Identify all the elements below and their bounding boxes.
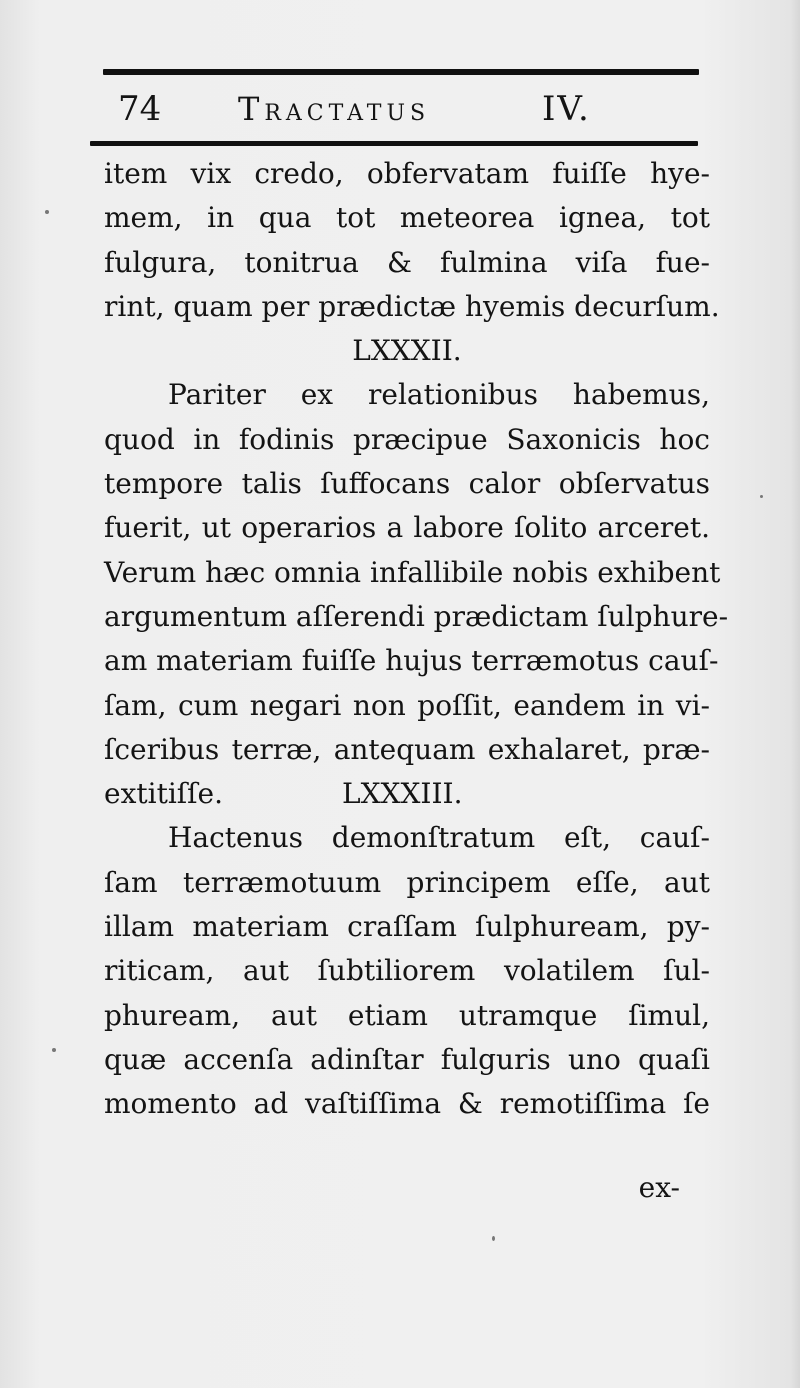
chapter-number: IV. xyxy=(542,89,591,129)
section-heading-82: LXXXII. xyxy=(352,334,462,368)
text-line: ſam terræmotuum principem eſſe, aut xyxy=(104,865,710,899)
text-line: quod in fodinis præcipue Saxonicis hoc xyxy=(104,422,710,456)
page-number: 74 xyxy=(118,89,162,129)
text-line: fulgura, tonitrua & fulmina viſa fue- xyxy=(104,245,710,279)
text-line: tempore talis ſuffocans calor obſervatus xyxy=(104,467,710,501)
text-line: item vix credo, obfervatam fuiſſe hye- xyxy=(104,157,710,190)
text-line: phuream, aut etiam utramque ſimul, xyxy=(104,998,710,1032)
text-line: ſam, cum negari non poſſit, eandem in vi- xyxy=(104,688,710,722)
paragraph-end: extitiſſe. xyxy=(104,777,223,811)
text-line: ſceribus terræ, antequam exhalaret, præ- xyxy=(104,732,710,766)
paper-speck xyxy=(492,1236,495,1241)
paper-speck xyxy=(52,1048,56,1052)
body-text xyxy=(104,152,729,1127)
paper-speck xyxy=(45,210,49,214)
text-line: Pariter ex relationibus habemus, xyxy=(168,378,710,412)
text-line: am materiam fuiſſe hujus terræmotus cauſ- xyxy=(104,644,719,678)
text-line: argumentum aſſerendi prædictam ſulphure- xyxy=(104,599,729,633)
section-heading-83: LXXXIII. xyxy=(342,777,463,811)
text-line: rint, quam per prædictæ hyemis decurſum. xyxy=(104,289,720,323)
text-line: Hactenus demonſtratum eſt, cauſ- xyxy=(168,821,710,855)
text-line: quæ accenſa adinſtar fulguris uno quaſi xyxy=(104,1042,710,1076)
text-line: riticam, aut ſubtiliorem volatilem ſul- xyxy=(104,954,710,988)
text-line: Verum hæc omnia infallibile nobis exhibent xyxy=(104,555,721,589)
paper-speck xyxy=(760,495,763,498)
header-rule-top xyxy=(103,69,699,75)
text-line: mem, in qua tot meteorea ignea, tot xyxy=(104,201,710,235)
text-line: illam materiam craſſam ſulphuream, py- xyxy=(104,910,710,944)
text-line-with-heading xyxy=(104,772,710,816)
text-line: fuerit, ut operarios a labore ſolito arceret. xyxy=(104,511,710,545)
running-header xyxy=(112,80,698,138)
catchword: ex- xyxy=(638,1171,680,1204)
header-rule-bottom xyxy=(90,141,698,146)
running-title: Tractatus xyxy=(238,90,431,128)
text-line: momento ad vaſtiſſima & remotiſſima ſe xyxy=(104,1087,710,1121)
